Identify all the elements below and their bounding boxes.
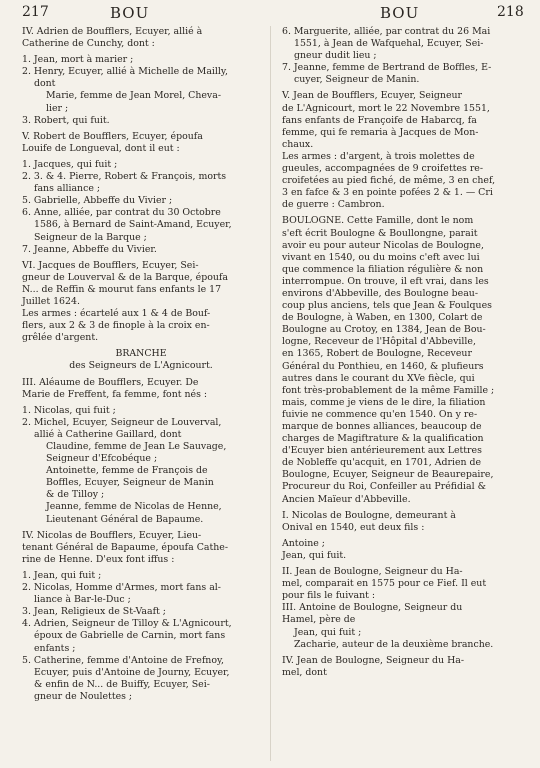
text-line: II. Jean de Boulogne, Seigneur du Ha- <box>282 566 463 578</box>
text-line: 1551, à Jean de Wafquehal, Ecuyer, Sei- <box>294 38 484 50</box>
text-line: 2. Michel, Ecuyer, Seigneur de Louverval, <box>22 416 222 428</box>
text-line: mais, comme je viens de le dire, la filiation <box>282 396 486 408</box>
text-line: mel, comparait en 1575 pour ce Fief. Il eut <box>282 578 487 590</box>
text-line: 6. Marguerite, alliée, par contrat du 26 Mai <box>282 26 491 37</box>
text-line: I. Nicolas de Boulogne, demeurant à <box>282 509 456 521</box>
text-line: lier ; <box>46 102 69 114</box>
text-line: charges de Magiftrature & la qualification <box>282 433 484 445</box>
text-line: Marie de Freffent, fa femme, font nés : <box>22 388 208 400</box>
text-line: 2. Henry, Ecuyer, allié à Michelle de Mailly, <box>22 66 228 78</box>
text-line: dont <box>34 78 56 90</box>
text-line: 1. Jean, qui fuit ; <box>22 569 102 581</box>
text-line: Boulogne au Crotoy, en 1384, Jean de Bou- <box>282 324 486 336</box>
text-line: Lieutenant Général de Bapaume. <box>46 513 204 525</box>
column-gutter <box>270 26 271 761</box>
text-line: 6. Anne, alliée, par contrat du 30 Octobre <box>22 207 221 219</box>
text-line: pour fils le fuivant : <box>282 590 376 602</box>
text-line: Juillet 1624. <box>22 295 80 307</box>
text-line: 3 en fafce & 3 en pointe pofées 2 & 1. — Cri <box>282 187 493 199</box>
text-line: IV. Adrien de Boufflers, Ecuyer, allié à <box>22 26 203 37</box>
text-line: époux de Gabrielle de Carnin, mort fans <box>34 630 226 642</box>
text-line: liance à Bar-le-Duc ; <box>34 594 131 606</box>
text-line: marque de bonnes alliances, beaucoup de <box>282 421 482 432</box>
text-line: chaux. <box>282 138 314 150</box>
text-line: V. Robert de Boufflers, Ecuyer, époufa <box>22 130 203 142</box>
text-line: Boulogne, Ecuyer, Seigneur de Beaurepaire, <box>282 469 494 481</box>
text-line: 3. Jean, Religieux de St-Vaaft ; <box>22 606 166 618</box>
text-line: tenant Général de Bapaume, époufa Cathe- <box>22 541 228 553</box>
text-line: gneur de Louverval & de la Barque, époufa <box>22 271 228 283</box>
text-line: d'Ecuyer bien antérieurement aux Lettres <box>282 445 482 457</box>
text-line: gneur dudit lieu ; <box>294 50 377 62</box>
text-line: gueules, accompagnées de 9 croifettes re- <box>282 163 484 175</box>
text-line: Ecuyer, puis d'Antoine de Journy, Ecuyer, <box>34 666 230 678</box>
text-line: de L'Agnicourt, mort le 22 Novembre 1551, <box>282 102 490 114</box>
text-line: Ancien Maïeur d'Abbeville. <box>282 493 411 505</box>
text-line: V. Jean de Boufflers, Ecuyer, Seigneur <box>282 90 463 102</box>
text-line: Boffles, Ecuyer, Seigneur de Manin <box>46 477 214 489</box>
text-line: fans enfants de Françoife de Habarcq, fa <box>282 114 477 126</box>
text-line: mel, dont <box>282 666 327 678</box>
page-number-right: 218 <box>497 4 524 20</box>
text-line: Les armes : d'argent, à trois molettes de <box>282 150 475 162</box>
text-line: de Boulogne, à Waben, en 1300, Colart de <box>282 312 483 324</box>
text-line: IV. Jean de Boulogne, Seigneur du Ha- <box>282 654 465 666</box>
text-line: des Seigneurs de L'Agnicourt. <box>69 360 213 372</box>
text-line: 4. Adrien, Seigneur de Tilloy & L'Agnicourt, <box>22 618 232 630</box>
text-line: 5. Catherine, femme d'Antoine de Frefnoy, <box>22 654 224 666</box>
right-column <box>282 26 522 679</box>
text-line: N... de Reffin & mourut fans enfants le 17 <box>22 283 222 295</box>
text-line: en 1365, Robert de Boulogne, Receveur <box>282 348 472 360</box>
text-line: fans alliance ; <box>34 183 101 195</box>
text-line: 5. Gabrielle, Abbeffe du Vivier ; <box>22 195 173 207</box>
text-line: Hamel, père de <box>282 614 356 626</box>
text-line: Les armes : écartelé aux 1 & 4 de Bouf- <box>22 308 211 320</box>
text-line: Louife de Longueval, dont il eut : <box>22 142 180 154</box>
text-line: BRANCHE <box>115 348 167 360</box>
text-line: Zacharie, auteur de la deuxième branche. <box>294 638 494 650</box>
text-line: environs d'Abbeville, des Boulogne beau- <box>282 287 479 299</box>
text-line: VI. Jacques de Boufflers, Ecuyer, Sei- <box>22 259 199 271</box>
text-line: rine de Henne. D'eux font iffus : <box>22 553 175 565</box>
text-line: font très-probablement de la même Famille ; <box>282 384 495 396</box>
text-line: 2. 3. & 4. Pierre, Robert & François, morts <box>22 171 227 183</box>
text-line: BOULOGNE. Cette Famille, dont le nom <box>282 215 474 227</box>
text-line: grêlée d'argent. <box>22 332 99 344</box>
text-line: Catherine de Cunchy, dont : <box>22 38 155 50</box>
text-line: allié à Catherine Gaillard, dont <box>34 428 182 440</box>
text-line: & enfin de N... de Buiffy, Ecuyer, Sei- <box>34 678 210 690</box>
text-line: s'eft écrit Boulogne & Boullongne, parait <box>282 227 478 239</box>
text-line: cuyer, Seigneur de Manin. <box>294 74 420 86</box>
text-line: & de Tilloy ; <box>46 489 105 501</box>
text-line: Jean, qui fuit ; <box>294 626 362 638</box>
text-line: 3. Robert, qui fuit. <box>22 114 110 126</box>
left-column <box>22 26 260 703</box>
text-line: 1. Jean, mort à marier ; <box>22 54 134 66</box>
text-line: autres dans le courant du XVe fiècle, qui <box>282 372 475 384</box>
text-line: 1586, à Bernard de Saint-Amand, Ecuyer, <box>34 219 232 231</box>
text-line: 2. Nicolas, Homme d'Armes, mort fans al- <box>22 582 221 594</box>
text-line: femme, qui fe remaria à Jacques de Mon- <box>282 126 479 138</box>
text-line: 1. Jacques, qui fuit ; <box>22 158 118 170</box>
text-line: Antoinette, femme de François de <box>46 465 208 477</box>
text-line: enfants ; <box>34 642 76 654</box>
text-line: Général du Ponthieu, en 1460, & plufieurs <box>282 360 484 372</box>
text-line: 7. Jeanne, femme de Bertrand de Boffles, E- <box>282 62 492 74</box>
text-line: III. Antoine de Boulogne, Seigneur du <box>282 602 463 614</box>
text-line: vivant en 1540, ou du moins c'eft avec lui <box>282 251 480 263</box>
text-line: 7. Jeanne, Abbeffe du Vivier. <box>22 243 157 255</box>
text-line: Antoine ; <box>282 537 325 549</box>
text-line: interrompue. On trouve, il eft vrai, dans les <box>282 275 489 287</box>
text-line: de guerre : Cambron. <box>282 199 385 211</box>
text-line: Onival en 1540, eut deux fils : <box>282 521 425 533</box>
text-line: avoir eu pour auteur Nicolas de Boulogne, <box>282 239 484 251</box>
text-line: III. Aléaume de Boufflers, Ecuyer. De <box>22 376 199 388</box>
page-number-left: 217 <box>22 4 49 20</box>
running-head-left: BOU <box>110 4 150 22</box>
text-line: coup plus anciens, tels que Jean & Foulques <box>282 300 492 312</box>
text-line: que commence la filiation régulière & non <box>282 263 484 275</box>
text-line: Jeanne, femme de Nicolas de Henne, <box>46 501 222 513</box>
text-line: Jean, qui fuit. <box>282 549 347 561</box>
text-line: flers, aux 2 & 3 de finople à la croix en- <box>22 320 210 332</box>
text-line: logne, Receveur de l'Hôpital d'Abbeville, <box>282 336 476 348</box>
text-line: Marie, femme de Jean Morel, Cheva- <box>46 90 221 102</box>
text-line: IV. Nicolas de Boufflers, Ecuyer, Lieu- <box>22 529 202 541</box>
text-line: gneur de Noulettes ; <box>34 690 133 702</box>
text-line: Claudine, femme de Jean Le Sauvage, <box>46 441 227 452</box>
text-line: Seigneur de la Barque ; <box>34 231 147 243</box>
running-head-right: BOU <box>380 4 420 22</box>
text-line: fuivie ne commence qu'en 1540. On y re- <box>282 408 478 420</box>
text-line: Seigneur d'Efcobéque ; <box>46 453 158 465</box>
text-line: croifetées au pied fiché, de même, 3 en chef, <box>282 175 496 187</box>
text-line: de Nobleffe qu'acquit, en 1701, Adrien de <box>282 457 482 469</box>
text-line: Procureur du Roi, Confeiller au Préfidial & <box>282 481 486 493</box>
text-line: 1. Nicolas, qui fuit ; <box>22 404 116 416</box>
